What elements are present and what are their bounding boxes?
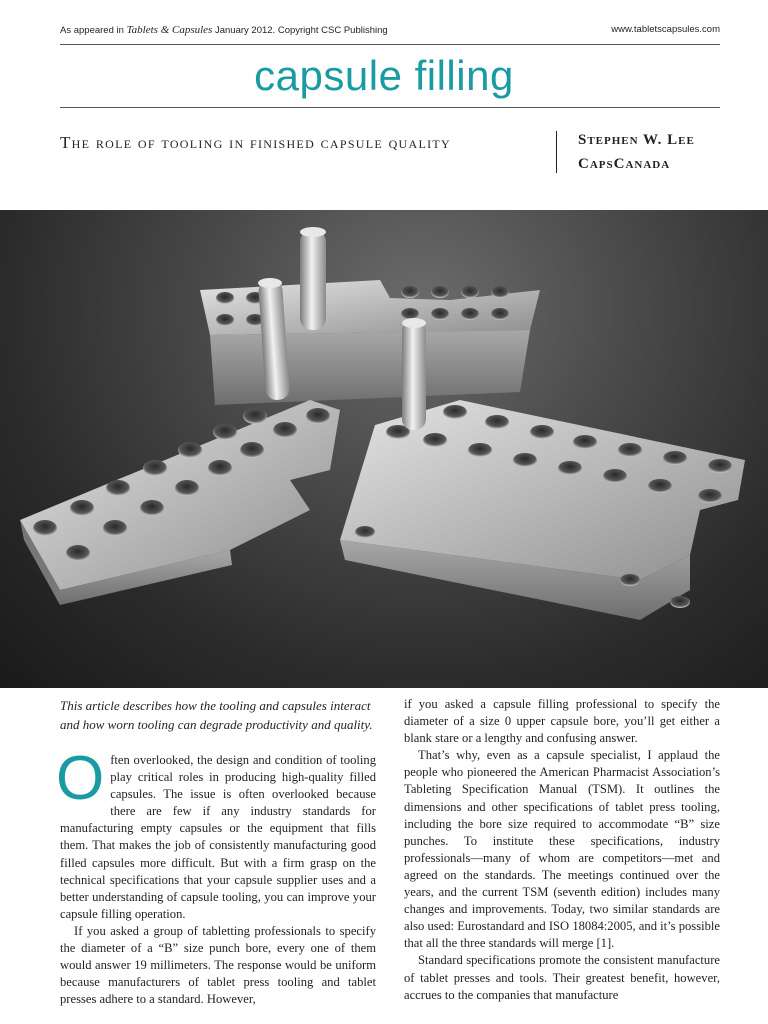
author-company: CapsCanada <box>578 156 671 172</box>
author-name: Stephen W. Lee <box>578 132 695 148</box>
back-block <box>200 227 540 405</box>
article-column-1 <box>56 696 376 1008</box>
byline-divider <box>556 131 557 173</box>
article-column-2 <box>404 696 720 1004</box>
header-source: As appeared in Tablets & Capsules January 2012. Copyright CSC Publishing <box>60 24 388 36</box>
article-headline: The role of tooling in finished capsule quality <box>60 133 451 152</box>
paragraph-2: If you asked a group of tabletting professionals to specify the diameter of a “B” size punch bore, every one of them would answer 19 millimeters. The response would be uniform because manufacturers of tablet press tooling and tablet presses adhere to a standard. However, <box>60 923 376 1007</box>
header-website[interactable]: www.tabletscapsules.com <box>611 24 720 35</box>
magazine-name: Tablets & Capsules <box>126 24 213 36</box>
section-title: capsule filling <box>254 52 514 99</box>
paragraph-3: if you asked a capsule filling professional to specify the diameter of a size 0 upper capsule bore, you’ll get either a blank stare or a lengthy and confusing answer. <box>404 697 720 746</box>
paragraph-5: Standard specifications promote the consistent manufacture of tablet presses and tools. Their greatest benefit, however, accrues to the companies that manufacture <box>404 953 720 1002</box>
tooling-photo <box>0 210 768 688</box>
tooling-illustration <box>0 210 768 688</box>
title-rule <box>60 107 720 108</box>
paragraph-1: Often overlooked, the design and condition of tooling play critical roles in producing high-quality filled capsules. The issue is often overlooked because there are few if any industry standards for manufacturing empty capsules or the equipment that fills them. That makes the job of consistently manufacturing good filled capsules more difficult. But with a firm grasp on the technical specifications that your capsule supplier uses and a better understanding of capsule tooling, you can improve your capsule filling operation. <box>56 744 376 921</box>
drop-cap: O <box>56 744 105 813</box>
paragraph-4: That’s why, even as a capsule specialist, I applaud the people who pioneered the American Pharmacist Association’s Tableting Specification Manual (TSM). It outlines the dimensions and other specifications of tablet press tooling, including the bore size required to accommodate “B” size punches. To institute these specifications, industry professionals—many of whom are competitors—met and agreed on the standards. The meetings continued over the years, and the current TSM (seventh edition) includes many changes and improvements. Today, two similar standards are also used: Eurostandard and ISO 18084:2005, and it’s possible that all the three standards will merge [1]. <box>404 748 720 951</box>
top-rule <box>60 44 720 45</box>
byline <box>578 128 695 176</box>
article-intro: This article describes how the tooling and capsules interact and how worn tooling can degrade productivity and quality. <box>60 698 373 732</box>
